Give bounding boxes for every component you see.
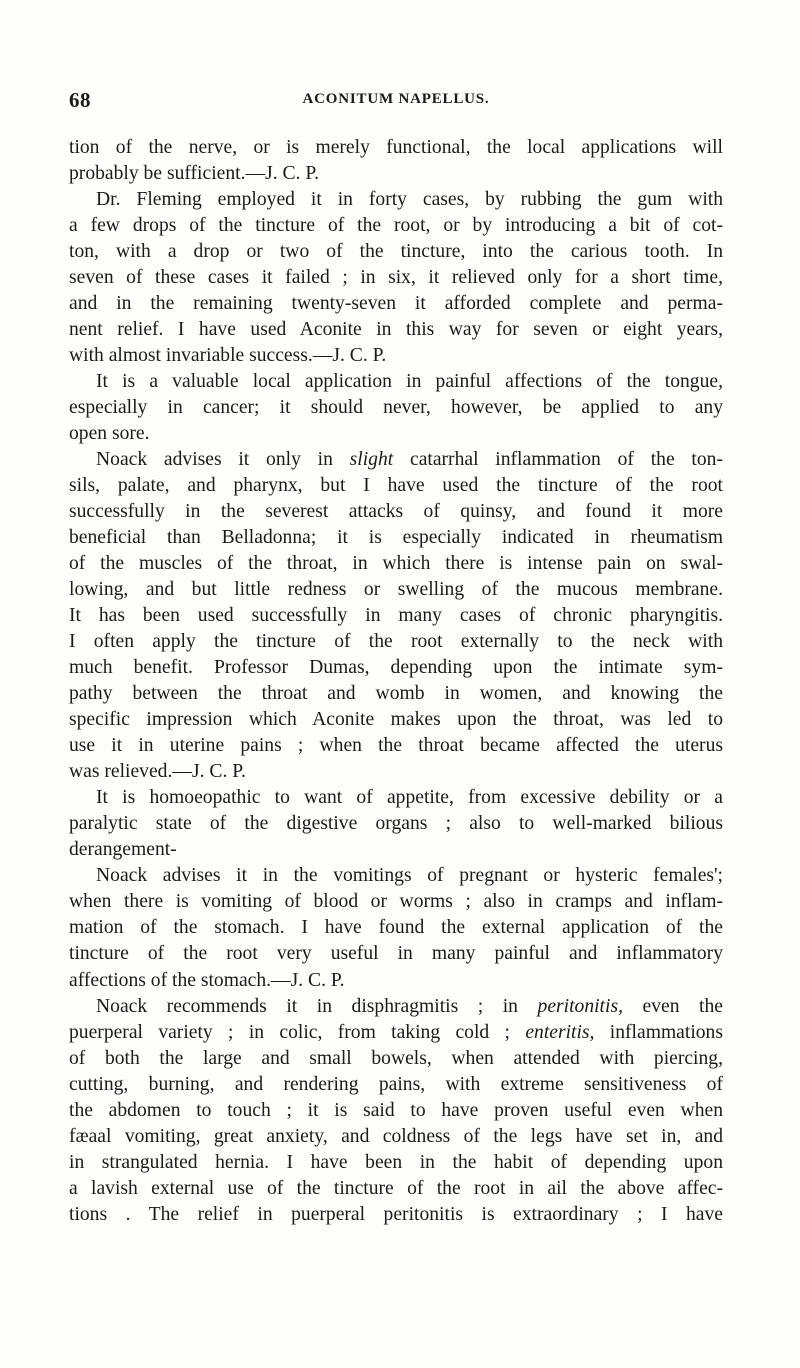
text-line: specific impression which Aconite makes upon the throat, was led to xyxy=(69,709,723,731)
text-line: It has been used successfully in many cases of chronic pharyngitis. xyxy=(69,605,723,627)
running-title: ACONITUM NAPELLUS. xyxy=(302,91,490,107)
text-line: It is homoeopathic to want of appetite, from excessive debility or a xyxy=(96,787,723,809)
text-line: puerperal variety ; in colic, from taking cold ; enteritis, inflammations xyxy=(69,1021,723,1043)
text-line: lowing, and but little redness or swelling of the mucous membrane. xyxy=(69,579,723,601)
text-line: and in the remaining twenty-seven it afforded complete and perma- xyxy=(69,293,723,315)
text-line: beneficial than Belladonna; it is especially indicated in rheumatism xyxy=(69,527,723,549)
text-line: fæaal vomiting, great anxiety, and coldness of the legs have set in, and xyxy=(69,1125,723,1147)
text-line: derangement- xyxy=(69,839,177,861)
text-line: nent relief. I have used Aconite in this way for seven or eight years, xyxy=(69,319,723,341)
text-line: successfully in the severest attacks of quinsy, and found it more xyxy=(69,501,723,523)
text-line: of the muscles of the throat, in which there is intense pain on swal- xyxy=(69,553,723,575)
text-line: tincture of the root very useful in many painful and inflammatory xyxy=(69,943,723,965)
text-line: Noack advises it in the vomitings of pregnant or hysteric females'; xyxy=(96,865,723,887)
body-text xyxy=(69,135,723,1228)
text-line: sils, palate, and pharynx, but I have used the tincture of the root xyxy=(69,475,723,497)
text-line: a lavish external use of the tincture of the root in ail the above affec- xyxy=(69,1177,723,1199)
text-line: in strangulated hernia. I have been in the habit of depending upon xyxy=(69,1151,723,1173)
text-line: especially in cancer; it should never, however, be applied to any xyxy=(69,397,723,419)
text-line: Noack advises it only in slight catarrhal inflammation of the ton- xyxy=(96,449,723,471)
text-line: It is a valuable local application in painful affections of the tongue, xyxy=(96,371,723,393)
text-line: paralytic state of the digestive organs ; also to well-marked bilious xyxy=(69,813,723,835)
text-line: a few drops of the tincture of the root, or by introducing a bit of cot- xyxy=(69,215,723,237)
text-line: affections of the stomach.—J. C. P. xyxy=(69,969,345,991)
text-line: Noack recommends it in disphragmitis ; in peritonitis, even the xyxy=(96,995,723,1017)
text-line: mation of the stomach. I have found the external application of the xyxy=(69,917,723,939)
text-line: cutting, burning, and rendering pains, with extreme sensitiveness of xyxy=(69,1073,723,1095)
page-number: 68 xyxy=(69,88,91,112)
text-line: tions . The relief in puerperal peritonitis is extraordinary ; I have xyxy=(69,1203,723,1225)
text-line: Dr. Fleming employed it in forty cases, by rubbing the gum with xyxy=(96,189,723,211)
text-line: with almost invariable success.—J. C. P. xyxy=(69,345,387,367)
text-line: ton, with a drop or two of the tincture, into the carious tooth. In xyxy=(69,241,723,263)
running-head xyxy=(69,88,723,112)
text-line: the abdomen to touch ; it is said to have proven useful even when xyxy=(69,1099,723,1121)
text-line: was relieved.—J. C. P. xyxy=(69,761,246,783)
text-line: pathy between the throat and womb in women, and knowing the xyxy=(69,683,723,705)
text-line: of both the large and small bowels, when attended with piercing, xyxy=(69,1047,723,1069)
text-line: tion of the nerve, or is merely functional, the local applications will xyxy=(69,137,723,158)
text-line: seven of these cases it failed ; in six, it relieved only for a short time, xyxy=(69,267,723,289)
text-line: much benefit. Professor Dumas, depending upon the intimate sym- xyxy=(69,657,723,679)
text-line: I often apply the tincture of the root externally to the neck with xyxy=(69,631,723,653)
text-line: probably be sufficient.—J. C. P. xyxy=(69,163,319,185)
text-line: when there is vomiting of blood or worms ; also in cramps and inflam- xyxy=(69,891,723,913)
text-line: open sore. xyxy=(69,423,150,445)
text-line: use it in uterine pains ; when the throat became affected the uterus xyxy=(69,735,723,757)
